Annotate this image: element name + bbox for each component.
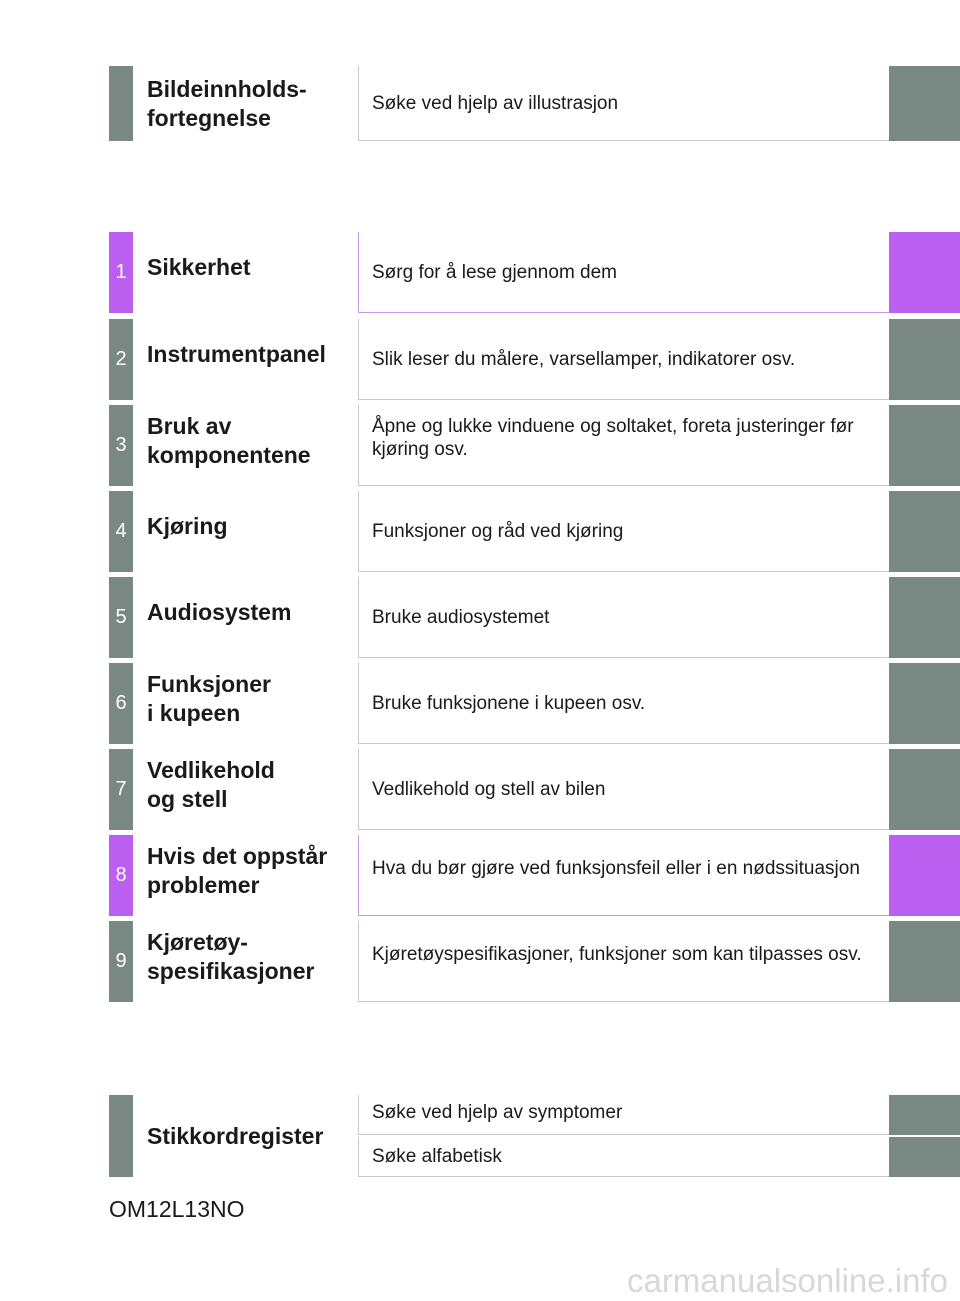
thumb-tab[interactable] (889, 577, 960, 658)
chapter-desc: Bruke funksjonene i kupeen osv. (358, 663, 889, 744)
index-sub-symptoms[interactable] (358, 1095, 960, 1135)
index-desc-alphabetical: Søke alfabetisk (358, 1137, 889, 1177)
thumb-tab[interactable] (889, 835, 960, 916)
index-title: Stikkordregister (147, 1122, 324, 1149)
chapter-desc: Kjøretøyspesifikasjoner, funksjoner som kan tilpasses osv. (358, 921, 889, 1002)
chapter-row-6[interactable] (109, 663, 960, 744)
index-sub-alphabetical[interactable] (358, 1137, 960, 1177)
chapter-title: Vedlikehold og stell (147, 756, 275, 812)
chapter-row-1[interactable] (109, 232, 960, 313)
chapter-number: 5 (109, 577, 133, 658)
thumb-tab[interactable] (889, 1095, 960, 1135)
tab-marker (109, 66, 133, 141)
chapter-number: 6 (109, 663, 133, 744)
chapter-row-2[interactable] (109, 319, 960, 400)
chapter-number: 2 (109, 319, 133, 400)
chapter-title: Hvis det oppstår problemer (147, 842, 328, 898)
chapter-desc: Åpne og lukke vinduene og soltaket, foreta justeringer før kjøring osv. (358, 405, 889, 486)
manual-code: OM12L13NO (109, 1196, 245, 1222)
thumb-tab[interactable] (889, 749, 960, 830)
chapter-number: 1 (109, 232, 133, 313)
thumb-tab[interactable] (889, 405, 960, 486)
thumb-tab[interactable] (889, 663, 960, 744)
picture-index-title: Bildeinnholds- fortegnelse (147, 75, 307, 131)
thumb-tab[interactable] (889, 232, 960, 313)
chapter-number: 7 (109, 749, 133, 830)
chapter-row-4[interactable] (109, 491, 960, 572)
thumb-tab[interactable] (889, 319, 960, 400)
chapter-desc: Vedlikehold og stell av bilen (358, 749, 889, 830)
chapter-row-3[interactable] (109, 405, 960, 486)
chapter-title: Instrumentpanel (147, 341, 326, 367)
chapter-number: 9 (109, 921, 133, 1002)
thumb-tab[interactable] (889, 491, 960, 572)
picture-index-desc: Søke ved hjelp av illustrasjon (358, 66, 889, 141)
chapter-desc: Sørg for å lese gjennom dem (358, 232, 889, 313)
chapter-desc: Funksjoner og råd ved kjøring (358, 491, 889, 572)
chapter-title: Kjøring (147, 513, 228, 539)
chapter-row-9[interactable] (109, 921, 960, 1002)
chapter-desc: Bruke audiosystemet (358, 577, 889, 658)
chapter-title: Audiosystem (147, 599, 292, 625)
chapter-row-8[interactable] (109, 835, 960, 916)
thumb-tab[interactable] (889, 1137, 960, 1177)
index-row[interactable] (109, 1095, 960, 1177)
index-desc-symptoms: Søke ved hjelp av symptomer (358, 1095, 889, 1135)
watermark: carmanualsonline.info (626, 1262, 948, 1299)
chapter-row-5[interactable] (109, 577, 960, 658)
picture-index-row[interactable] (109, 66, 960, 141)
chapter-number: 8 (109, 835, 133, 916)
chapter-title: Sikkerhet (147, 254, 251, 280)
chapter-desc: Hva du bør gjøre ved funksjonsfeil eller i en nødssituasjon (358, 835, 889, 916)
chapter-desc: Slik leser du målere, varsellamper, indikatorer osv. (358, 319, 889, 400)
chapter-row-7[interactable] (109, 749, 960, 830)
thumb-tab[interactable] (889, 921, 960, 1002)
chapter-title: Kjøretøy- spesifikasjoner (147, 928, 315, 984)
tab-marker (109, 1095, 133, 1177)
chapter-title: Bruk av komponentene (147, 412, 311, 468)
chapter-number: 4 (109, 491, 133, 572)
chapter-number: 3 (109, 405, 133, 486)
thumb-tab[interactable] (889, 66, 960, 141)
chapter-title: Funksjoner i kupeen (147, 670, 271, 726)
